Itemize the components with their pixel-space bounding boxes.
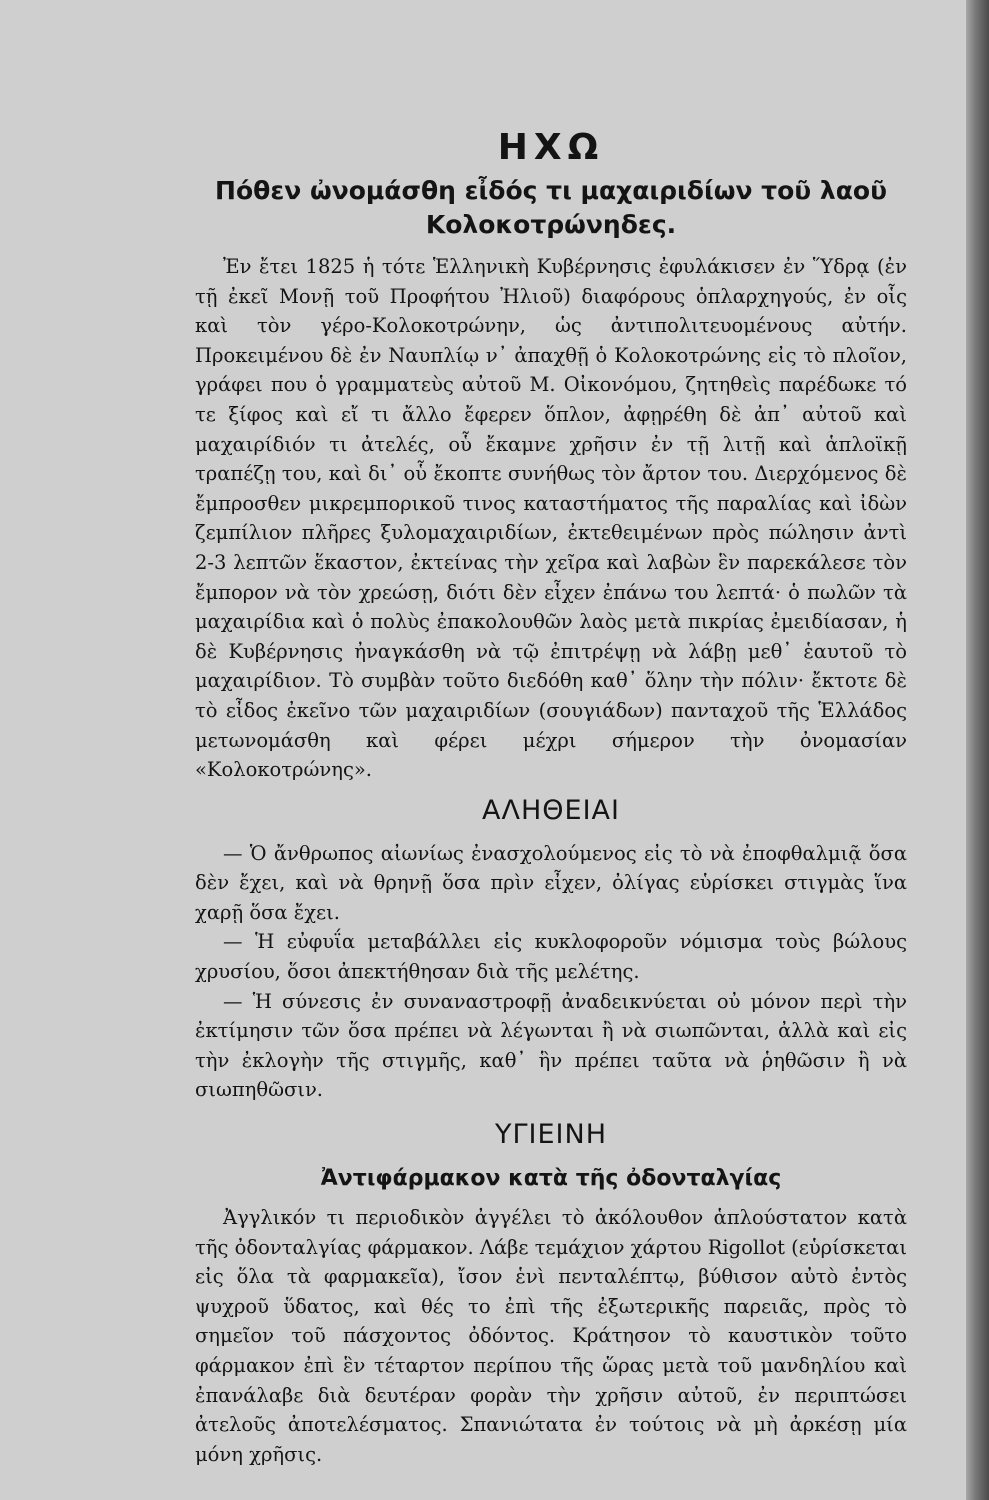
section-heading-truths: ΑΛΗΘΕΙΑΙ bbox=[482, 794, 620, 826]
saying-3: — Ἡ σύνεσις ἐν συναναστροφῇ ἀναδεικνύεται οὐ μόνον περὶ τὴν ἐκτίμησιν τῶν ὅσα πρέπει νὰ λέγωνται ἢ νὰ σιωπῶνται, ἀλλὰ καὶ εἰς τὴν ἐκλογὴν τῆς στιγμῆς, καθ᾽ ἣν πρέπει ταῦτα νὰ ῥηθῶσιν ἢ νὰ σιωπηθῶσιν. bbox=[195, 989, 907, 1102]
article-title: Πόθεν ὠνομάσθη εἶδός τι μαχαιριδίων τοῦ λαοῦ Κολοκοτρώνηδες. bbox=[215, 176, 887, 239]
page-content bbox=[195, 128, 907, 1469]
article-body: Ἐν ἔτει 1825 ἡ τότε Ἑλληνικὴ Κυβέρνησις ἐφυλάκισεν ἐν Ὕδρᾳ (ἐν τῇ ἐκεῖ Μονῇ τοῦ Προφήτου Ἠλιοῦ) διαφόρους ὁπλαρχηγούς, ἐν οἷς καὶ τὸν γέρο-Κολοκοτρώνην, ὡς ἀντιπολιτευομένους αὐτήν. Προκειμένου δὲ ἐν Ναυπλίῳ ν᾽ ἀπαχθῇ ὁ Κολοκοτρώνης εἰς τὸ πλοῖον, γράφει που ὁ γραμματεὺς αὐτοῦ Μ. Οἰκονόμου, ζητηθεὶς παρέδωκε τό τε ξίφος καὶ εἴ τι ἄλλο ἔφερεν ὅπλον, ἀφῃρέθη δὲ ἀπ᾽ αὐτοῦ καὶ μαχαιρίδιόν τι ἀτελές, οὗ ἔκαμνε χρῆσιν ἐν τῇ λιτῇ καὶ ἁπλοϊκῇ τραπέζῃ του, καὶ δι᾽ οὗ ἔκοπτε συνήθως τὸν ἄρτον του. Διερχόμενος δὲ ἔμπροσθεν μικρεμπορικοῦ τινος καταστήματος τῆς παραλίας καὶ ἰδὼν ζεμπίλιον πλῆρες ξυλομαχαιριδίων, ἐκτεθειμένων πρὸς πώλησιν ἀντὶ 2-3 λεπτῶν ἕκαστον, ἐκτείνας τὴν χεῖρα καὶ λαβὼν ἓν παρεκάλεσε τὸν ἔμπορον νὰ τὸν χρεώσῃ, διότι δὲν εἶχεν ἐπάνω του λεπτά· ὁ πωλῶν τὰ μαχαιρίδια καὶ ὁ πολὺς ἐπακολουθῶν λαὸς μετὰ πικρίας ἐμειδίασαν, ἡ δὲ Κυβέρνησις ἠναγκάσθη νὰ τῷ ἐπιτρέψῃ νὰ λάβῃ μεθ᾽ ἑαυτοῦ τὸ μαχαιρίδιον. Τὸ συμβὰν τοῦτο διεδόθη καθ᾽ ὅλην τὴν πόλιν· ἔκτοτε δὲ τὸ εἶδος ἐκεῖνο τῶν μαχαιριδίων (σουγιάδων) πανταχοῦ τῆς Ἑλλάδος μετωνομάσθη καὶ φέρει μέχρι σήμερον τὴν ὀνομασίαν «Κολοκοτρώνης». bbox=[195, 255, 907, 782]
page-edge-shadow bbox=[966, 0, 989, 1500]
hygiene-body: Ἀγγλικόν τι περιοδικὸν ἀγγέλει τὸ ἀκόλουθον ἁπλούστατον κατὰ τῆς ὀδονταλγίας φάρμακον. Λάβε τεμάχιον χάρτου Rigollot (εὑρίσκεται εἰς ὅλα τὰ φαρμακεῖα), ἴσον ἑνὶ πενταλέπτῳ, βύθισον αὐτὸ ἐντὸς ψυχροῦ ὕδατος, καὶ θές το ἐπὶ τῆς ἐξωτερικῆς παρειᾶς, πρὸς τὸ σημεῖον τοῦ πάσχοντος ὀδόντος. Κράτησον τὸ καυστικὸν τοῦτο φάρμακον ἐπὶ ἓν τέταρτον περίπου τῆς ὥρας μετὰ τοῦ μανδηλίου καὶ ἐπανάλαβε διὰ δευτέραν φορὰν τὴν χρῆσιν αὐτοῦ, ἐν περιπτώσει ἀτελοῦς ἀποτελέσματος. Σπανιώτατα ἐν τούτοις νὰ μὴ ἀρκέσῃ μία μόνη χρῆσις. bbox=[195, 1206, 907, 1466]
hygiene-subheading: Ἀντιφάρμακον κατὰ τῆς ὀδονταλγίας bbox=[320, 1166, 782, 1192]
saying-1: — Ὁ ἄνθρωπος αἰωνίως ἐνασχολούμενος εἰς τὸ νὰ ἐποφθαλμιᾷ ὅσα δὲν ἔχει, καὶ νὰ θρηνῇ ὅσα πρὶν εἶχεν, ὀλίγας εὑρίσκει στιγμὰς ἵνα χαρῇ ὅσα ἔχει. bbox=[195, 841, 907, 924]
section-heading-hygiene: ΥΓΙΕΙΝΗ bbox=[494, 1119, 608, 1151]
saying-2: — Ἡ εὐφυΐα μεταβάλλει εἰς κυκλοφοροῦν νόμισμα τοὺς βώλους χρυσίου, ὅσοι ἀπεκτήθησαν διὰ τῆς μελέτης. bbox=[195, 930, 907, 984]
masthead: ΗΧΩ bbox=[497, 127, 605, 168]
